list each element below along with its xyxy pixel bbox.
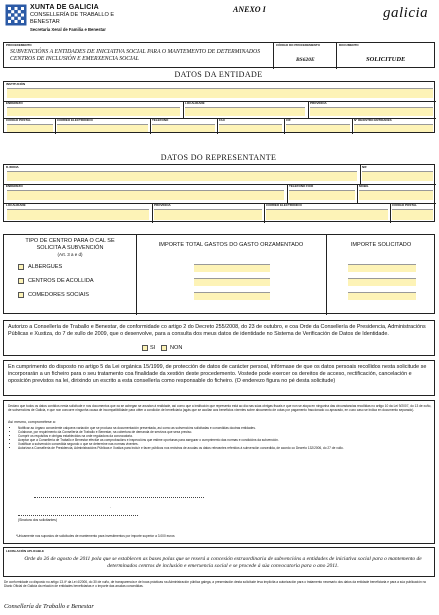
signature-place-date	[34, 497, 204, 498]
rep-name-field[interactable]	[7, 171, 357, 181]
entity-fax-field[interactable]	[219, 124, 282, 132]
declaration-footnote: *Unicamente nos supostos de solicitudes de mantemento para investimentos por importe superior a 3.000 euros	[16, 534, 175, 538]
rep-locality-label: LOCALIDADE	[6, 203, 26, 207]
entity-locality-label: LOCALIDADE	[185, 101, 205, 105]
declaration-commitment: Así mesmo, comprométese a:	[8, 420, 56, 424]
entity-address-label: ENDEREZO	[6, 101, 23, 105]
commitment-item: • Xustificar a subvención concedida segundo o que se determine nas normas vixentes.	[18, 442, 430, 446]
entity-cif-label: CIF	[286, 118, 291, 122]
legislation-box	[3, 547, 435, 577]
authorize-no-checkbox[interactable]	[161, 345, 167, 351]
rep-mobile-label: MÓBIL	[359, 184, 369, 188]
requested-amount-albergues[interactable]	[348, 264, 416, 272]
entity-email-label: CORREO ELECTRÓNICO	[57, 118, 93, 122]
institution-field[interactable]	[7, 88, 433, 98]
entity-province-label: PROVINCIA	[310, 101, 327, 105]
entity-postcode-field[interactable]	[7, 124, 53, 132]
authorize-no-label: NON	[170, 345, 183, 351]
rep-province-label: PROVINCIA	[154, 203, 171, 207]
privacy-box	[3, 360, 435, 396]
authorize-yes-label: SI	[150, 345, 156, 351]
rep-email-field[interactable]	[266, 209, 388, 220]
total-amount-heading: IMPORTE TOTAL GASTOS DO GASTO ORZAMENTADO	[158, 242, 304, 248]
procedure-code-label: CÓDIGO DO PROCEDEMENTO	[276, 43, 320, 47]
xunta-shield-icon	[5, 4, 27, 26]
albergues-checkbox[interactable]	[18, 264, 24, 270]
rep-nif-field[interactable]	[362, 171, 433, 181]
declaration-box	[3, 400, 435, 544]
procedure-title: SUBVENCIÓNS A ENTIDADES DE INICIATIVA SOCIAL PARA O MANTEMENTO DE DETERMINADOS CENTROS DE INCLUSIÓN E EMERXENCIA SOCIAL	[10, 49, 261, 62]
declaration-intro: Declaro que todos os datos contidos nesta solicitude e nos documentos que xa se achegan se axustan á realidade, así como que a institución que represento está ao día nas súas obrigas fiscais e que non se atopa en ningunha das circunstancias recollidas no artigo 10 da Lei 9/2007, do 13 de xuño, de subvencións de Galicia, e que non concorre ningunha causa de incompatibilidade para obter a condición de beneficiaria (agás que se acollan aos beneficios vixentes sobre aboamento de cotas por pagamento fraccionado ou aprazado, en cuxo caso se indica en documento separado).	[8, 404, 432, 413]
commitment-item: • Autorizar a Consellería de Presidencia, Administracións Públicas e Xustiza para incluír e facer públicos nos rexistros de axudas os datos relevantes referidos á subvención concedida, de acordo co Decreto 132/2006, do 27 de xullo.	[18, 446, 430, 450]
entity-address-field[interactable]	[7, 107, 180, 116]
transparency-notice: De conformidade co disposto no artigo 13.4º da Lei 4/2006, do 30 de xuño, de transparencia e de boas prácticas na Administración pública galega, a presentación desta solicitude leva implícita a autorización para o tratamento necesario dos datos da entidade beneficiaria e para a súa publicación no Diario Oficial de Galicia da relación de entidades beneficiarias e o importe das axudas concedidas.	[4, 580, 427, 589]
rep-nif-label: NIF	[362, 165, 367, 169]
rep-mobile-field[interactable]	[359, 190, 433, 200]
rep-name-label: D./DONA	[6, 165, 19, 169]
entity-box	[3, 81, 435, 133]
entity-registry-label: Nº REXISTRO ENTIDADES	[354, 118, 392, 122]
commitment-item: • Aceptar que a Consellería de Traballo e Benestar efectúe as comprobacións e inspeccións que estime oportunas para asegurar o cumprimento das normas e condicións da subvención.	[18, 438, 430, 442]
rep-postcode-label: CÓDIGO POSTAL	[392, 203, 417, 207]
entity-email-field[interactable]	[57, 124, 148, 132]
annex-label: ANEXO I	[233, 5, 266, 14]
privacy-text: En cumprimento do disposto no artigo 5 da Lei orgánica 15/1999, de protección de datos de carácter persoal, infórmase de que os datos persoais recollidos nesta solicitude se incorporarán a un ficheiro para o seu tratamento coa finalidade da xestión deste procedemento. Vostede pode exercer os dereitos de acceso, rectificación, cancelación e oposición previstos na lei, dirixindo un escrito a esta consellería como responsable do ficheiro. (O enderezo figura no pé desta solicitude)	[8, 364, 427, 385]
centre-type-heading-3: (Art. 3 a e d)	[57, 252, 83, 257]
signature-dot: .	[110, 504, 112, 509]
acollida-label: CENTROS DE ACOLLIDA	[28, 278, 94, 284]
rep-fixed-phone-label: TELÉFONO FIXO	[289, 184, 314, 188]
authorization-text: Autorizo a Consellería de Traballo e Benestar, de conformidade co artigo 2 do Decreto 255/2008, do 23 de outubro, e coa Orde da Consellería de Presidencia, Administracións Públicas e Xustiza, do 7 de xullo de 2009, que o desenvolve, para a consulta dos meus datos de identidade no Sistema de Verificación de Datos de Identidade.	[8, 324, 426, 338]
rep-fixed-phone-field[interactable]	[289, 190, 355, 200]
requested-amount-comedores[interactable]	[348, 292, 416, 300]
centre-type-heading-2: SOLICITA A SUBVENCIÓN	[36, 245, 104, 251]
entity-phone-field[interactable]	[152, 124, 215, 132]
requested-amount-acollida[interactable]	[348, 278, 416, 286]
acollida-checkbox[interactable]	[18, 278, 24, 284]
header	[3, 2, 435, 40]
comedores-label: COMEDORES SOCIAIS	[28, 292, 89, 298]
commitment-item: • Notificar ao órgano concedente calquera variación que se produza na documentación presentada, así como as subvencións solicitadas e concedidas doutras entidades.	[18, 426, 430, 430]
entity-registry-field[interactable]	[354, 124, 433, 132]
document-type: SOLICITUDE	[366, 56, 406, 63]
commitment-item: • Colaborar, por requirimento da Consellería de Traballo e Benestar, na cobertura de demanda de servizos que sexa preciso.	[18, 430, 430, 434]
comedores-checkbox[interactable]	[18, 292, 24, 298]
entity-locality-field[interactable]	[185, 107, 305, 116]
institution-label: INSTITUCIÓN	[6, 82, 26, 86]
authorize-yes-checkbox[interactable]	[142, 345, 148, 351]
centre-box	[3, 234, 435, 314]
galicia-logo: galicia	[383, 5, 429, 21]
procedure-box	[3, 42, 435, 68]
footer-department: Consellería de Traballo e Benestar	[4, 603, 94, 610]
total-amount-acollida[interactable]	[194, 278, 270, 286]
rep-email-label: CORREO ELECTRÓNICO	[266, 203, 302, 207]
commitment-list	[18, 426, 430, 451]
legislation-text: Orde do 26 de agosto de 2011 pola que se establecen as bases polas que se rexerá a concesión extraordinaria de subvencións a entidades de iniciativa social para o mantemento de determinados centros de inclusión e emerxencia social e se procede á súa convocatoria para o ano 2011.	[24, 556, 422, 569]
commitment-item: • Cumprir os requisitos e obrigas establecidos na orde reguladora da convocatoria.	[18, 434, 430, 438]
entity-phone-label: TELÉFONO	[152, 118, 169, 122]
org-department: CONSELLERÍA DE TRABALLO E	[30, 12, 115, 18]
entity-section-title: DATOS DA ENTIDADE	[174, 70, 263, 79]
procedure-code: BS620E	[296, 57, 315, 63]
representative-box	[3, 164, 435, 222]
org-secretariat: Secretaría Xeral de Familia e Benestar	[30, 27, 106, 32]
rep-province-field[interactable]	[154, 209, 262, 220]
legislation-label: LEXISLACIÓN APLICABLE	[6, 549, 45, 553]
total-amount-comedores[interactable]	[194, 292, 270, 300]
entity-fax-label: FAX	[219, 118, 225, 122]
rep-address-field[interactable]	[7, 190, 284, 200]
procedure-label: PROCEDEMENTO	[6, 43, 32, 47]
rep-locality-field[interactable]	[7, 209, 149, 220]
document-label: DOCUMENTO	[339, 43, 359, 47]
rep-postcode-field[interactable]	[392, 209, 433, 220]
signature-caption: (Sinatura dos solicitantes)	[18, 518, 58, 522]
org-department-2: BENESTAR	[30, 19, 60, 25]
entity-province-field[interactable]	[310, 107, 433, 116]
signature-line	[18, 515, 138, 516]
albergues-label: ALBERGUES	[28, 264, 63, 270]
centre-type-heading-1: TIPO DE CENTRO PARA O CAL SE	[25, 238, 115, 244]
entity-postcode-label: CÓDIGO POSTAL	[6, 118, 31, 122]
authorization-box	[3, 320, 435, 356]
representative-section-title: DATOS DO REPRESENTANTE	[160, 153, 277, 162]
rep-address-label: ENDEREZO	[6, 184, 23, 188]
entity-cif-field[interactable]	[286, 124, 350, 132]
org-name: XUNTA DE GALICIA	[30, 4, 99, 11]
total-amount-albergues[interactable]	[194, 264, 270, 272]
requested-amount-heading: IMPORTE SOLICITADO	[350, 242, 412, 248]
